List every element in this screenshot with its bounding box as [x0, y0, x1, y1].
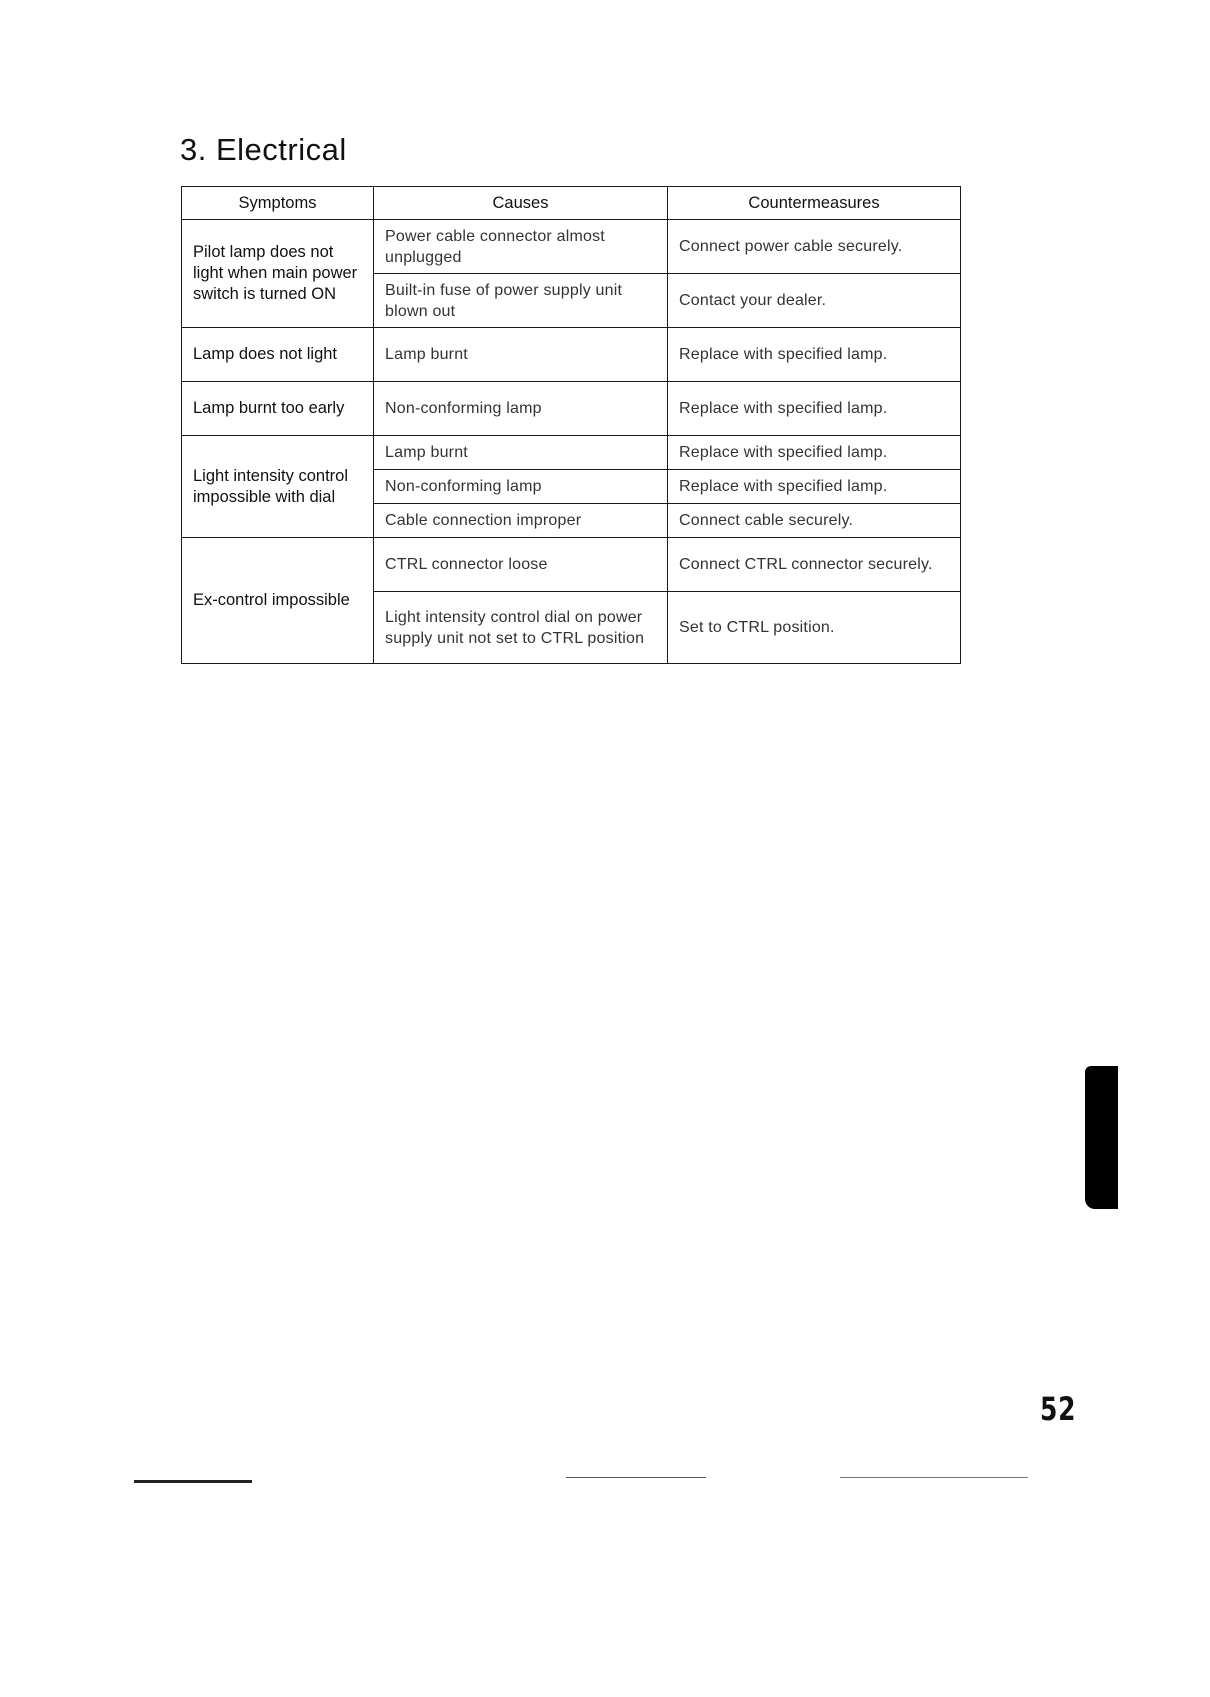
- countermeasure-cell: Replace with specified lamp.: [668, 382, 961, 436]
- cause-cell: Power cable connector almost unplugged: [374, 220, 668, 274]
- countermeasure-cell: Connect cable securely.: [668, 504, 961, 538]
- header-countermeasures: Countermeasures: [668, 187, 961, 220]
- table-row: [182, 220, 961, 274]
- page-number: 52: [1040, 1390, 1077, 1428]
- symptom-cell: Lamp does not light: [182, 328, 374, 382]
- symptom-cell: Light intensity control impossible with dial: [182, 436, 374, 538]
- countermeasure-cell: Replace with specified lamp.: [668, 436, 961, 470]
- countermeasure-cell: Replace with specified lamp.: [668, 470, 961, 504]
- section-title: 3. Electrical: [180, 132, 347, 167]
- troubleshooting-table: [181, 186, 961, 664]
- scan-line-left: [134, 1480, 252, 1483]
- countermeasure-cell: Contact your dealer.: [668, 274, 961, 328]
- cause-cell: Lamp burnt: [374, 328, 668, 382]
- scan-line-right: [840, 1477, 1028, 1478]
- countermeasure-cell: Connect power cable securely.: [668, 220, 961, 274]
- symptom-cell: Pilot lamp does not light when main power switch is turned ON: [182, 220, 374, 328]
- section-tab-marker: [1085, 1066, 1118, 1209]
- cause-cell: Light intensity control dial on power supply unit not set to CTRL position: [374, 592, 668, 664]
- symptom-cell: Lamp burnt too early: [182, 382, 374, 436]
- table-header-row: [182, 187, 961, 220]
- cause-cell: Built-in fuse of power supply unit blown out: [374, 274, 668, 328]
- cause-cell: Cable connection improper: [374, 504, 668, 538]
- countermeasure-cell: Set to CTRL position.: [668, 592, 961, 664]
- header-causes: Causes: [374, 187, 668, 220]
- countermeasure-cell: Replace with specified lamp.: [668, 328, 961, 382]
- cause-cell: Lamp burnt: [374, 436, 668, 470]
- table-row: [182, 382, 961, 436]
- countermeasure-cell: Connect CTRL connector securely.: [668, 538, 961, 592]
- table-row: [182, 328, 961, 382]
- cause-cell: Non-conforming lamp: [374, 470, 668, 504]
- table-row: [182, 538, 961, 592]
- scan-line-center: [566, 1477, 706, 1478]
- header-symptoms: Symptoms: [182, 187, 374, 220]
- symptom-cell: Ex-control impossible: [182, 538, 374, 664]
- table-row: [182, 436, 961, 470]
- cause-cell: CTRL connector loose: [374, 538, 668, 592]
- cause-cell: Non-conforming lamp: [374, 382, 668, 436]
